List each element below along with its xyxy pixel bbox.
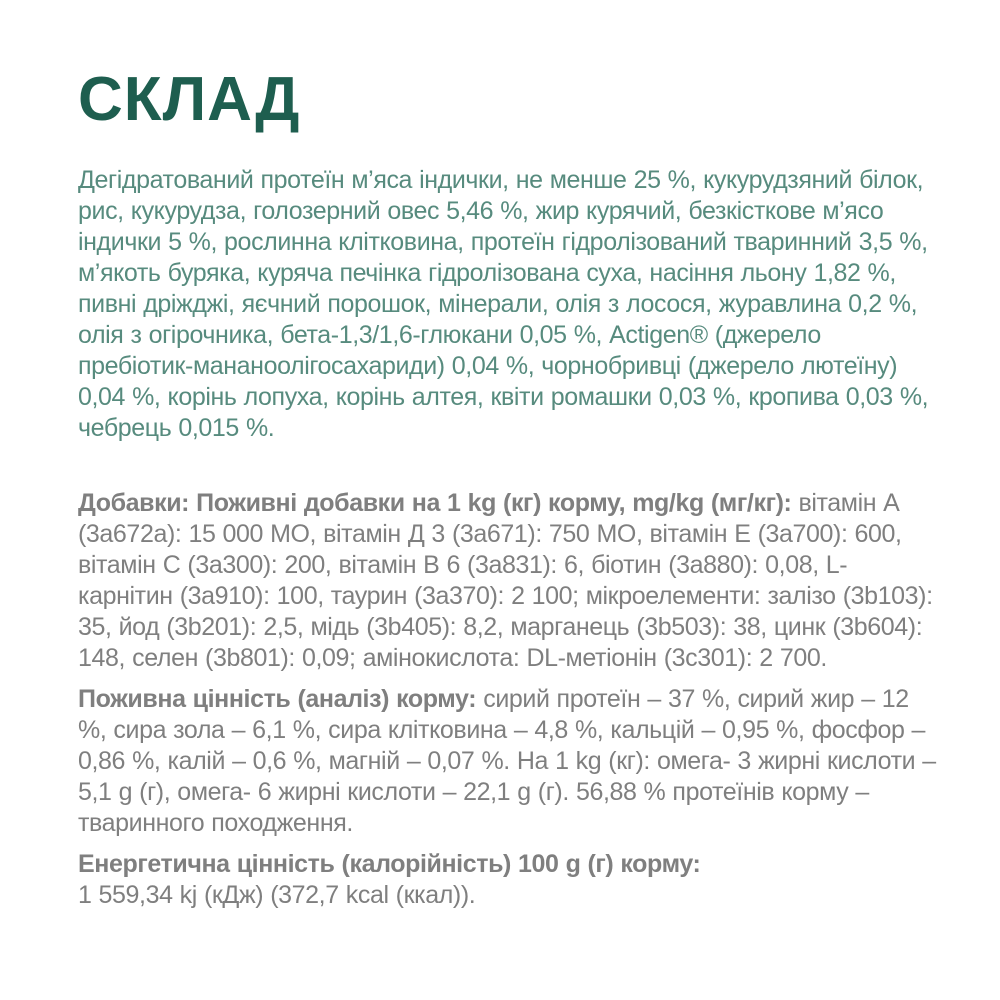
analysis-text: сирий протеїн – 37 %, сирий жир – 12 %, сира зола – 6,1 %, сира клітковина – 4,8 %, кальцій – 0,95 %, фосфор – 0,86 %, калій – 0,6 %, магній – 0,07 %. На 1 kg (кг): омега- 3 жирні кислоти – 5,1 g (г), омега- 6 жирні кислоти – 22,1 g (г). 56,88 % протеїнів корму – тваринного походження. bbox=[78, 685, 936, 837]
page-title: СКЛАД bbox=[78, 65, 301, 134]
additives-label: Добавки: Поживні добавки на 1 kg (кг) корму, mg/kg (мг/кг): bbox=[78, 489, 792, 517]
additives-paragraph bbox=[78, 488, 938, 674]
analysis-label: Поживна цінність (аналіз) корму: bbox=[78, 685, 477, 713]
energy-paragraph bbox=[78, 849, 938, 911]
analysis-paragraph bbox=[78, 684, 938, 839]
additives-text: вітамін А (3а672а): 15 000 МО, вітамін Д 3 (3а671): 750 МО, вітамін Е (3а700): 600, вітамін С (3а300): 200, вітамін В 6 (3а831): 6, біотин (3а880): 0,08, L-карнітин (3а910): 100, таурин (3а370): 2 100; мікроелементи: залізо (3b103): 35, йод (3b201): 2,5, мідь (3b405): 8,2, марганець (3b503): 38, цинк (3b604): 148, селен (3b801): 0,09; амінокислота: DL-метіонін (3с301): 2 700. bbox=[78, 489, 933, 672]
composition-paragraph: Дегідратований протеїн м’яса індички, не менше 25 %, кукурудзяний білок, рис, кукурудза, голозерний овес 5,46 %, жир курячий, безкісткове м’ясо індички 5 %, рослинна клітковина, протеїн гідролізований тваринний 3,5 %, м’якоть буряка, куряча печінка гідролізована суха, насіння льону 1,82 %, пивні дріжджі, яєчний порошок, мінерали, олія з лосося, журавлина 0,2 %, олія з огірочника, бета-1,3/1,6-глюкани 0,05 %, Actigen® (джерело пребіотик-мананоолігосахариди) 0,04 %, чорнобривці (джерело лютеїну) 0,04 %, корінь лопуха, корінь алтея, квіти ромашки 0,03 %, кропива 0,03 %, чебрець 0,015 %. bbox=[78, 166, 929, 442]
energy-value: 1 559,34 kj (кДж) (372,7 kcal (ккал)). bbox=[78, 881, 476, 909]
energy-label: Енергетична цінність (калорійність) 100 g (г) корму: bbox=[78, 850, 701, 878]
